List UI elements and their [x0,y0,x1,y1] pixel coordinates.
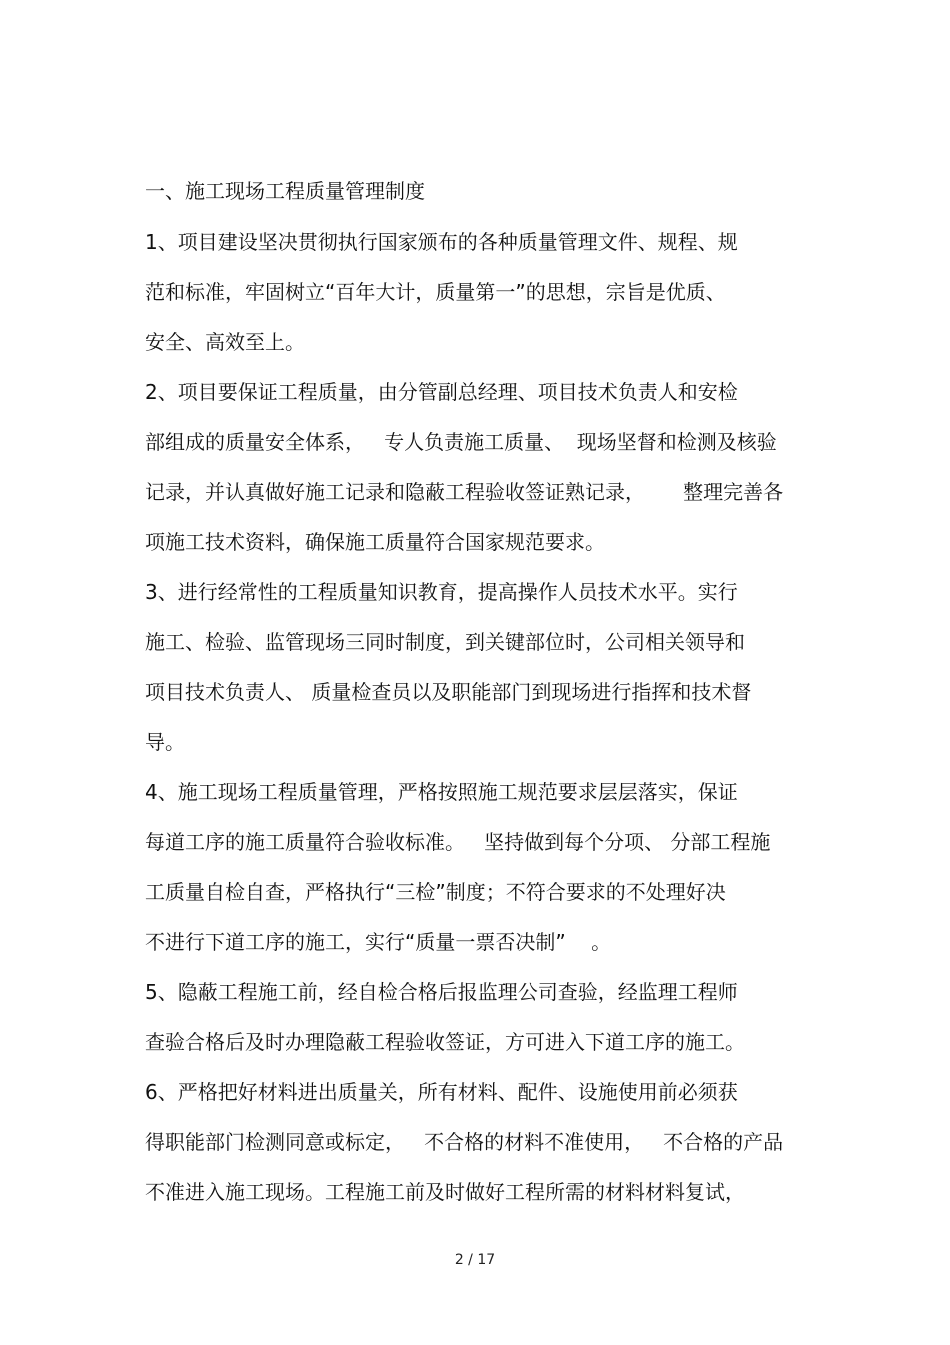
body-line: 2、项目要保证工程质量，由分管副总经理、项目技术负责人和安检 [145,380,738,404]
body-line: 记录，并认真做好施工记录和隐蔽工程验收签证熟记录， 整理完善各 [145,480,784,504]
body-line: 查验合格后及时办理隐蔽工程验收签证，方可进入下道工序的施工。 [145,1030,745,1054]
body-line: 不准进入施工现场。工程施工前及时做好工程所需的材料材料复试， [145,1180,745,1204]
body-line: 6、严格把好材料进出质量关，所有材料、配件、设施使用前必须获 [145,1080,738,1104]
body-line: 部组成的质量安全体系， 专人负责施工质量、 现场坚督和检测及核验 [145,430,777,454]
page-number: 2 / 17 [454,1252,496,1268]
body-line: 导。 [145,730,185,754]
body-line: 3、进行经常性的工程质量知识教育，提高操作人员技术水平。实行 [145,580,738,604]
body-line: 施工、检验、监管现场三同时制度，到关键部位时，公司相关领导和 [145,630,745,654]
body-line: 4、施工现场工程质量管理，严格按照施工规范要求层层落实，保证 [145,780,738,804]
body-line: 工质量自检自查，严格执行“三检”制度；不符合要求的不处理好决 [145,880,726,904]
body-line: 项目技术负责人、 质量检查员以及职能部门到现场进行指挥和技术督 [145,680,752,704]
body-line: 每道工序的施工质量符合验收标准。 坚持做到每个分项、 分部工程施 [145,830,771,854]
body-line: 项施工技术资料，确保施工质量符合国家规范要求。 [145,530,605,554]
body-line: 5、隐蔽工程施工前，经自检合格后报监理公司查验，经监理工程师 [145,980,738,1004]
body-line: 1、项目建设坚决贯彻执行国家颁布的各种质量管理文件、规程、规 [145,230,738,254]
body-line: 不进行下道工序的施工，实行“质量一票否决制” 。 [145,930,612,954]
body-line: 范和标准，牢固树立“百年大计，质量第一”的思想，宗旨是优质、 [145,280,726,304]
body-line: 得职能部门检测同意或标定， 不合格的材料不准使用， 不合格的产品 [145,1130,784,1154]
section-heading: 一、施工现场工程质量管理制度 [145,179,425,203]
body-line: 安全、高效至上。 [145,330,305,354]
